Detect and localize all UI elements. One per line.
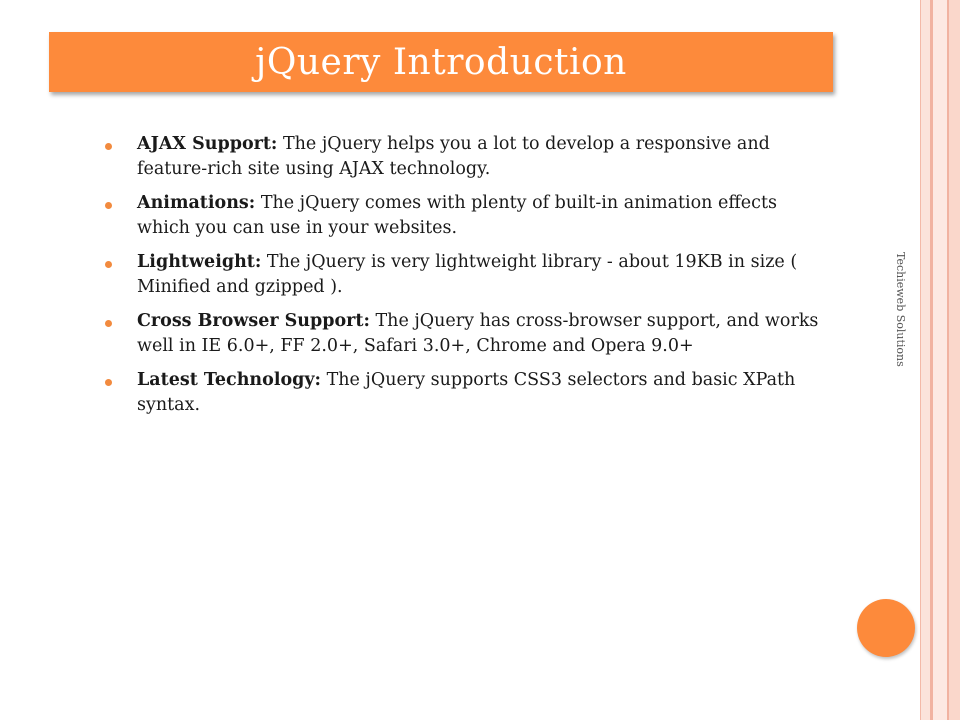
bullet-dot-icon: [105, 143, 112, 150]
slide-title-bar: [49, 32, 833, 92]
bullet-term: AJAX Support:: [137, 134, 278, 154]
bullet-dot-icon: [105, 320, 112, 327]
decorative-stripe: [949, 0, 960, 720]
bullet-text: The jQuery is very lightweight library - about 19KB in size ( Minified and gzipped ).: [137, 252, 798, 297]
bullet-item: [105, 250, 835, 300]
bullet-item: [105, 368, 835, 418]
bullet-list: [105, 132, 835, 427]
bullet-term: Lightweight:: [137, 252, 262, 272]
bullet-dot-icon: [105, 379, 112, 386]
slide-title: jQuery Introduction: [255, 41, 627, 83]
bullet-text: The jQuery helps you a lot to develop a responsive and feature-rich site using AJAX technology.: [137, 134, 770, 179]
bullet-text: The jQuery comes with plenty of built-in animation effects which you can use in your websites.: [137, 193, 777, 238]
decorative-circle: [857, 599, 915, 657]
bullet-dot-icon: [105, 202, 112, 209]
bullet-item: [105, 132, 835, 182]
bullet-text: The jQuery supports CSS3 selectors and basic XPath syntax.: [137, 370, 796, 415]
bullet-text: The jQuery has cross-browser support, and works well in IE 6.0+, FF 2.0+, Safari 3.0+, Chrome and Opera 9.0+: [137, 311, 819, 356]
bullet-dot-icon: [105, 261, 112, 268]
bullet-item: [105, 191, 835, 241]
side-footer-label: Techieweb Solutions: [894, 252, 907, 367]
bullet-term: Animations:: [137, 193, 256, 213]
bullet-item: [105, 309, 835, 359]
bullet-term: Cross Browser Support:: [137, 311, 370, 331]
bullet-term: Latest Technology:: [137, 370, 321, 390]
decorative-stripe: [933, 0, 947, 720]
decorative-stripe: [921, 0, 930, 720]
